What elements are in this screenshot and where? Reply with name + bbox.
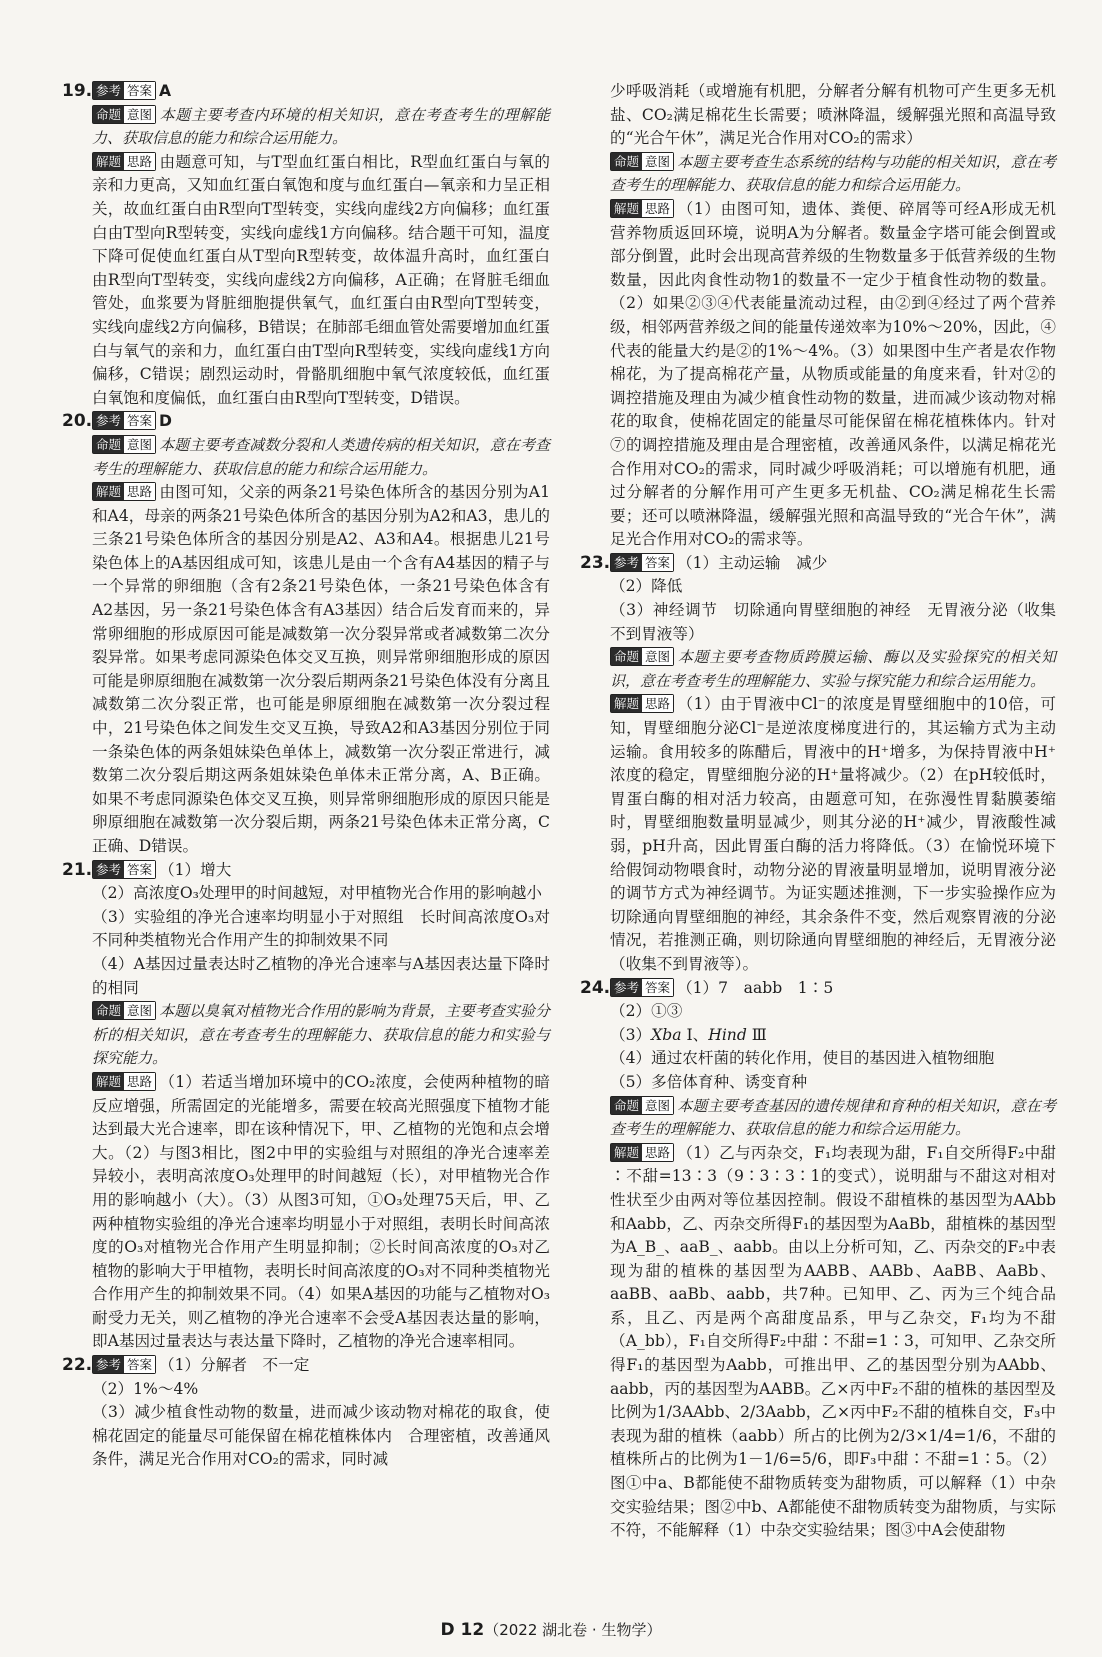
question-24-solution: 解题 思路 （1）乙与丙杂交，F₁均表现为甜，F₁自交所得F₂中甜∶不甜=13∶3（9∶3∶3∶1的变式），说明甜与不甜这对相对性状至少由两对等位基因控制。假设不甜植株的基因型为AAbb和Aabb，乙、丙杂交所得F₁的基因型为AaBb，甜植株的基因型为A_B_、aaB_、aabb。由以上分析可知，乙、丙杂交的F₂中表现为甜的植株的基因型为AABB、AABb、AaBB、AaBb、aaBB、aaBb、aabb，共7种。已知甲、乙、丙为三个纯合品系，且乙、丙是两个高甜度品系，甲与乙杂交，F₁均为不甜（A_bb），F₁自交所得F₂中甜∶不甜=1∶3，可知甲、乙杂交所得F₁的基因型为Aabb，可推出甲、乙的基因型分别为AAbb、aabb，丙的基因型为AABB。乙×丙中F₂不甜的植株的基因型及比例为1/3AAbb、2/3Aabb，乙×丙中F₂不甜的植株自交，F₃中表现为甜的植株（aabb）所占的比例为2/3×1/4=1/6，不甜的植株所占的比例为1－1/6=5/6，即F₃中甜∶不甜=1∶5。（2）图①中a、B都能使不甜物质转变为甜物质，可以解释（1）中杂交实验结果；图②中b、A都能使不甜物质转变为甜物质，与实际不符，不能解释（1）中杂交实验结果；图③中A会使甜物 [610, 1143, 1056, 1540]
question-23-intent: 命题 意图 本题主要考查物质跨膜运输、酶以及实验探究的相关知识，意在考查考生的理解能力、实验与探究能力和综合运用能力。 [610, 648, 1056, 690]
answer-line: （2）高浓度O₃处理甲的时间越短，对甲植物光合作用的影响越小 [92, 884, 542, 903]
solution-badge: 解题 思路 [610, 694, 674, 713]
question-19-solution: 解题 思路 由题意可知，与T型血红蛋白相比，R型血红蛋白与氧的亲和力更高，又知血红蛋白氧饱和度与血红蛋白—氧亲和力呈正相关，故血红蛋白由R型向T型转变，实线向虚线2方向偏移；血红蛋白由T型向R型转变，实线向虚线1方向偏移。结合题干可知，温度下降可促使血红蛋白从T型向R型转变，故体温升高时，血红蛋白由R型向T型转变，实线向虚线2方向偏移，A正确；在肾脏毛细血管处，血浆要为肾脏细胞提供氧气，血红蛋白由R型向T型转变，实线向虚线2方向偏移，B错误；在肺部毛细血管处需要增加血红蛋白与氧气的亲和力，血红蛋白由T型向R型转变，实线向虚线1方向偏移，C错误；剧烈运动时，骨骼肌细胞中氧气浓度较低，血红蛋白氧饱和度偏低，血红蛋白由R型向T型转变，D错误。 [92, 152, 551, 407]
intent-badge: 命题 意图 [610, 647, 674, 666]
answer-line: （2）①③ [610, 1002, 683, 1021]
solution-badge: 解题 思路 [92, 152, 156, 171]
footer-info: （2022 湖北卷 · 生物学） [484, 1621, 662, 1639]
solution-badge: 解题 思路 [92, 1072, 156, 1091]
question-22-solution: 解题 思路 （1）由图可知，遗体、粪便、碎屑等可经A形成无机营养物质返回环境，说明A为分解者。数量金字塔可能会倒置或部分倒置，此时会出现高营养级的生物数量多于低营养级的生物数量，因此肉食性动物1的数量不一定少于植食性动物的数量。（2）如果②③④代表能量流动过程，由②到④经过了两个营养级，相邻两营养级之间的能量传递效率为10%～20%，因此，④代表的能量大约是②的1%～4%。（3）如果图中生产者是农作物棉花，为了提高棉花产量，从物质或能量的角度来看，针对②的调控措施及理由为减少植食性动物的数量，进而减少该动物对棉花的取食，使棉花固定的能量尽可能保留在棉花植株体内。针对⑦的调控措施及理由是合理密植，改善通风条件，以满足棉花光合作用对CO₂的需求，同时减少呼吸消耗；可以增施有机肥，通过分解者的分解作用可产生更多无机盐、CO₂满足棉花生长需要；还可以喷淋降温，缓解强光照和高温导致的“光合午休”，满足光合作用对CO₂的需求等。 [610, 199, 1056, 549]
question-20-answer [62, 410, 550, 434]
intent-badge: 命题 意图 [92, 1001, 156, 1020]
question-20-solution: 解题 思路 由图可知，父亲的两条21号染色体所含的基因分别为A1和A4，母亲的两条21号染色体所含的基因分别为A2和A3，患儿的三条21号染色体所含的基因分别是A2、A3和A4。根据患儿21号染色体上的A基因组成可知，该患儿是由一个含有A4基因的精子与一个异常的卵细胞（含有2条21号染色体，一条21号染色体含有A2基因，另一条21号染色体含有A3基因）结合后发育而来的，异常卵细胞的形成原因可能是减数第一次分裂异常或者减数第二次分裂异常。如果考虑同源染色体交叉互换，则异常卵细胞形成的原因可能是卵原细胞在减数第一次分裂后期两条21号染色体没有分离且减数第二次分裂正常，也可能是卵原细胞在减数第一次分裂过程中，21号染色体之间发生交叉互换，导致A2和A3基因分别位于同一条染色体的两条姐妹染色单体上，减数第一次分裂正常进行，减数第二次分裂后期这两条姐妹染色单体未正常分离，A、B正确。如果不考虑同源染色体交叉互换，则异常卵细胞形成的原因只能是卵原细胞在减数第一次分裂后期，两条21号染色体未正常分离，C正确、D错误。 [92, 483, 550, 855]
question-21-intent: 命题 意图 本题以臭氧对植物光合作用的影响为背景，主要考查实验分析的相关知识，意在考查考生的理解能力、获取信息的能力和实验与探究能力。 [92, 1002, 550, 1068]
question-24-answer: 24. 参考 答案 （1）7 aabb 1∶5 [580, 977, 1056, 1001]
question-number: 23. [580, 552, 611, 573]
answer-text: D [159, 412, 172, 431]
question-number: 22. [62, 1355, 93, 1376]
question-number: 19. [62, 81, 93, 101]
answer-line: （4）通过农杆菌的转化作用，使目的基因进入植物细胞 [610, 1049, 995, 1068]
answer-line: （3）神经调节 切除通向胃壁细胞的神经 无胃液分泌（收集不到胃液等） [610, 601, 1056, 643]
question-number: 21. [62, 859, 93, 880]
answer-text: A [159, 82, 172, 100]
question-21-answer: 21. 参考 答案 （1）增大 [62, 859, 550, 883]
page-footer [0, 1619, 1102, 1640]
page-number: D 12 [440, 1620, 485, 1640]
question-24-intent: 命题 意图 本题主要考查基因的遗传规律和育种的相关知识，意在考查考生的理解能力、获取信息的能力和综合运用能力。 [610, 1096, 1056, 1139]
question-22-answer: 22. 参考 答案 （1）分解者 不一定 [62, 1354, 550, 1378]
solution-badge: 解题 思路 [610, 199, 674, 218]
solution-badge: 解题 思路 [92, 482, 156, 501]
question-21-solution: 解题 思路 （1）若适当增加环境中的CO₂浓度，会使两种植物的暗反应增强，所需固定的光能增多，需要在较高光照强度下植物才能达到最大光合速率，即在该种情况下，甲、乙植物的光饱和点会增大。（2）与图3相比，图2中甲的实验组与对照组的净光合速率差异较小，表明高浓度O₃处理甲的时间越短（长），对甲植物光合作用的影响越小（大）。（3）从图3可知，①O₃处理75天后，甲、乙两种植物实验组的净光合速率均明显小于对照组，表明长时间高浓度的O₃对植物光合作用产生明显抑制；②长时间高浓度的O₃对乙植物的影响大于甲植物，表明长时间高浓度的O₃对不同种类植物光合作用产生的抑制效果不同。（4）如果A基因的功能与乙植物对O₃耐受力无关，则乙植物的净光合速率不会受A基因表达量的影响，即A基因过量表达与表达量下降时，乙植物的净光合速率相同。 [92, 1072, 550, 1351]
solution-badge: 解题 思路 [610, 1143, 674, 1162]
intent-badge: 命题 意图 [610, 1096, 674, 1115]
answer-line: （2）1%～4% [92, 1379, 199, 1398]
answer-line: （3）减少植食性动物的数量，进而减少该动物对棉花的取食，使棉花固定的能量尽可能保留在棉花植株体内 合理密植，改善通风条件，满足光合作用对CO₂的需求，同时减 [92, 1403, 550, 1469]
question-number: 24. [580, 977, 611, 998]
answer-line: （2）降低 [610, 577, 683, 596]
answer-badge: 参考 答案 [92, 860, 156, 879]
question-19-intent: 命题 意图 本题主要考查内环境的相关知识，意在考查考生的理解能力、获取信息的能力和综合运用能力。 [92, 105, 550, 148]
question-number: 20. [62, 411, 93, 432]
question-22-intent: 命题 意图 本题主要考查生态系统的结构与功能的相关知识，意在考查考生的理解能力、获取信息的能力和综合运用能力。 [610, 152, 1056, 195]
answer-badge: 参考 答案 [92, 1355, 156, 1374]
question-20-intent: 命题 意图 本题主要考查减数分裂和人类遗传病的相关知识，意在考查考生的理解能力、获取信息的能力和综合运用能力。 [92, 435, 550, 478]
answer-badge: 参考 答案 [92, 411, 156, 430]
answer-line: （5）多倍体育种、诱变育种 [610, 1072, 808, 1091]
answer-badge: 参考 答案 [610, 978, 674, 997]
answer-line: （3）实验组的净光合速率均明显小于对照组 长时间高浓度O₃对不同种类植物光合作用产生的抑制效果不同 [92, 907, 550, 950]
left-column [62, 80, 550, 1472]
answer-line: （4）A基因过量表达时乙植物的净光合速率与A基因表达量下降时的相同 [92, 954, 550, 997]
answer-badge: 参考 答案 [92, 81, 156, 100]
question-23-solution: 解题 思路 （1）由于胃液中Cl⁻的浓度是胃壁细胞中的10倍，可知，胃壁细胞分泌Cl⁻是逆浓度梯度进行的，其运输方式为主动运输。食用较多的陈醋后，胃液中的H⁺增多，为保持胃液中H⁺浓度的稳定，胃壁细胞分泌的H⁺量将减少。（2）在pH较低时，胃蛋白酶的相对活力较高，由题意可知，在弥漫性胃黏膜萎缩时，胃壁细胞数量明显减少，则其分泌的H⁺减少，胃液酸性减弱，pH升高，因此胃蛋白酶的活力将降低。（3）在愉悦环境下给假饲动物喂食时，动物分泌的胃液量明显增加，说明胃液分泌的调节方式为神经调节。为证实题述推测，下一步实验操作应为切除通向胃壁细胞的神经，其余条件不变，然后观察胃液的分泌情况，若推测正确，则切除通向胃壁细胞的神经后，无胃液分泌（收集不到胃液等）。 [610, 695, 1056, 973]
question-23-answer: 23. 参考 答案 （1）主动运输 减少 [580, 552, 1056, 576]
intent-badge: 命题 意图 [92, 105, 156, 124]
question-22-answer-continued: 少呼吸消耗（或增施有机肥，分解者分解有机物可产生更多无机盐、CO₂满足棉花生长需要；喷淋降温，缓解强光照和高温导致的“光合午休”，满足光合作用对CO₂的需求） [610, 82, 1056, 148]
answer-badge: 参考 答案 [610, 553, 674, 572]
question-19-answer [62, 80, 550, 104]
answer-line: （3）Xba Ⅰ、Hind Ⅲ [610, 1025, 767, 1044]
intent-badge: 命题 意图 [610, 152, 674, 171]
intent-badge: 命题 意图 [92, 435, 156, 454]
right-column [580, 80, 1056, 1543]
